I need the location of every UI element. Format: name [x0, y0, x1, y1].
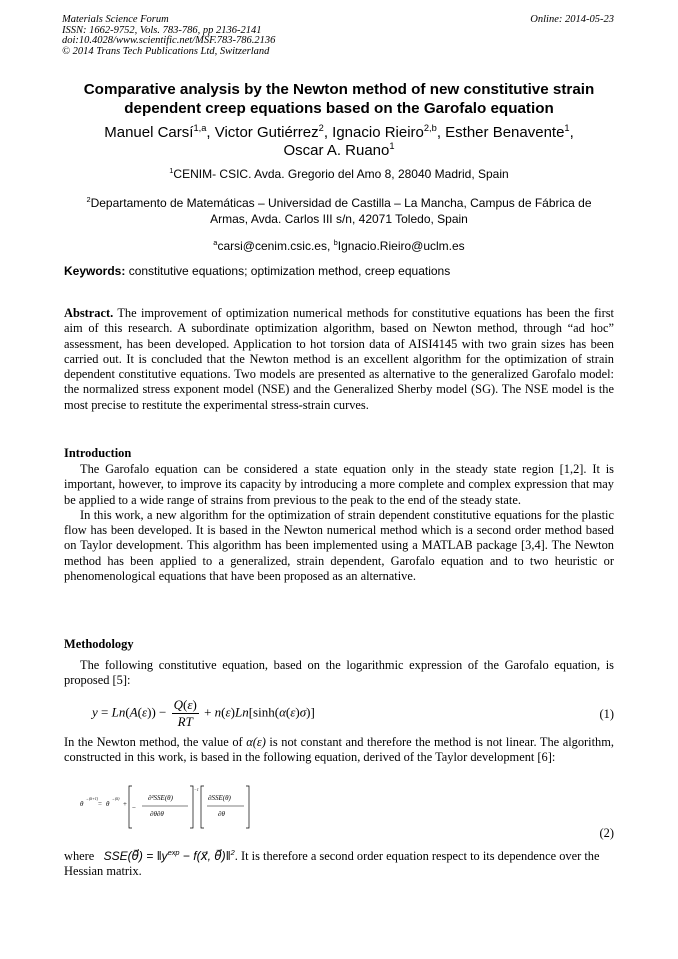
paragraph: The following constitutive equation, based on the logarithmic expression of the Garofalo equation, is proposed [5]: — [64, 658, 614, 688]
svg-text:θ: θ — [106, 800, 110, 808]
affiliation-2: $^2$Departamento de Matemáticas – Universidad de Castilla – La Mancha, Campus de Fábrica de Armas, Avda. Carlos III s/n, 42071 Toledo, Spain — [86, 195, 592, 226]
keywords-label: Keywords: — [64, 264, 126, 278]
journal-name: Materials Science Forum — [62, 14, 169, 25]
svg-text:=: = — [98, 800, 102, 808]
svg-text:∂θ∂θ: ∂θ∂θ — [150, 810, 164, 818]
equation-2 — [64, 782, 614, 842]
abstract: Abstract. The improvement of optimization numerical methods for constitutive equations has been the first aim of this research. A subordinate optimization algorithm, based on Newton method, through “ad hoc” assessment, has been developed. Application to hot torsion data of AISI4145 with two grain sizes has been carried out. It is concluded that the Newton method is an excellent algorithm for the optimization of strain dependent constitutive equations. Two models are presented as alternative to the generalized Garofalo model: the normalized stress exponent model (NSE) and the Generalized Sherby model (SG). The NSE model is the most precise to restitute the experimental stress-strain curves. — [64, 306, 614, 412]
svg-text:→(k+1): →(k+1) — [85, 796, 99, 801]
online-date: Online: 2014-05-23 — [530, 14, 614, 25]
author-list: Manuel Carsí$^{1,a}$, Victor Gutiérrez$^2$, Ignacio Rieiro$^{2,b}$, Esther Benavente$^1$, Oscar A. Ruano$^1$ — [104, 123, 574, 159]
affiliation-1: $^1$CENIM- CSIC. Avda. Gregorio del Amo 8, 28040 Madrid, Spain — [169, 166, 509, 181]
email-link[interactable]: carsi@cenim.csic.es, — [217, 239, 334, 253]
sse-definition: SSE(θ⃗) = $‖y^{exp}$ − f(x⃗, θ⃗)‖$^2$ — [103, 848, 235, 863]
author-name: Manuel Carsí — [104, 124, 194, 141]
journal-header — [62, 15, 614, 57]
abstract-label: Abstract. — [64, 306, 114, 320]
svg-text:θ: θ — [80, 800, 84, 808]
methodology-text: In the Newton method, the value of α(ε) is not constant and therefore the method is not linear. The algorithm, constructed in this work, is based in the following equation, derived of the Taylor development [6]: — [64, 735, 614, 765]
svg-text:∂²SSE(θ): ∂²SSE(θ) — [148, 794, 173, 802]
email-link[interactable]: Ignacio.Rieiro@uclm.es — [337, 239, 465, 253]
equation-1-expression: y = Ln(A(ε)) − $\frac{Q(\varepsilon)}{RT}$ + n(ε)Ln[sinh(α(ε)σ)] — [92, 697, 315, 729]
paper-title: Comparative analysis by the Newton method of new constitutive strain dependent creep equations based on the Garofalo equation — [83, 81, 595, 117]
svg-text:+: + — [123, 800, 127, 808]
section-heading-methodology: Methodology — [64, 637, 134, 651]
author-name: Oscar A. Ruano — [283, 142, 390, 159]
journal-issn: ISSN: 1662-9752, Vols. 783-786, pp 2136-2141 — [62, 24, 262, 36]
svg-text:∂θ: ∂θ — [218, 810, 225, 818]
equation-2-number: (2) — [599, 826, 614, 840]
svg-text:−: − — [132, 804, 136, 812]
author-name: Victor Gutiérrez — [214, 124, 319, 141]
journal-copyright: © 2014 Trans Tech Publications Ltd, Switzerland — [62, 45, 270, 57]
author-name: Esther Benavente — [445, 124, 565, 141]
author-emails: $^a$carsi@cenim.csic.es, $^b$Ignacio.Rieiro@uclm.es — [213, 238, 465, 253]
paragraph: The Garofalo equation can be considered a state equation only in the steady state region [1,2]. It is important, however, to improve its capacity by introducing a more complete and complex expression that may be applied to a wide range of strains from previous to the peak to the end of the steady state. — [64, 462, 614, 507]
alpha-symbol: α(ε) — [246, 735, 266, 749]
equation-1 — [64, 695, 614, 735]
where-paragraph: where SSE(θ⃗) = $‖y^{exp}$ − f(x⃗, θ⃗)‖$^2$. It is therefore a second order equation respect to its dependence over the Hessian matrix. — [64, 848, 600, 879]
svg-text:→(k): →(k) — [111, 796, 120, 801]
journal-doi: doi:10.4028/www.scientific.net/MSF.783-786.2136 — [62, 35, 276, 47]
paragraph: In this work, a new algorithm for the optimization of strain dependent constitutive equations for the plastic flow has been developed. It is based in the Newton numerical method which is a second order method based on Taylor development. This algorithm has been implemented using a MATLAB package [3,4]. The Newton method has been applied to a generalized, strain dependent, Garofalo equation and to two heuristic or phenomenological equations that have been proposed as an alternative. — [64, 507, 614, 584]
keywords: Keywords: constitutive equations; optimization method, creep equations — [64, 264, 451, 278]
equation-2-graphic — [80, 782, 270, 838]
methodology-intro — [64, 658, 614, 689]
author-name: Ignacio Rieiro — [332, 124, 424, 141]
svg-text:−1: −1 — [194, 787, 199, 792]
introduction-body — [64, 462, 614, 584]
svg-text:∂SSE(θ): ∂SSE(θ) — [208, 794, 231, 802]
equation-1-number: (1) — [599, 707, 614, 721]
section-heading-introduction: Introduction — [64, 446, 132, 460]
